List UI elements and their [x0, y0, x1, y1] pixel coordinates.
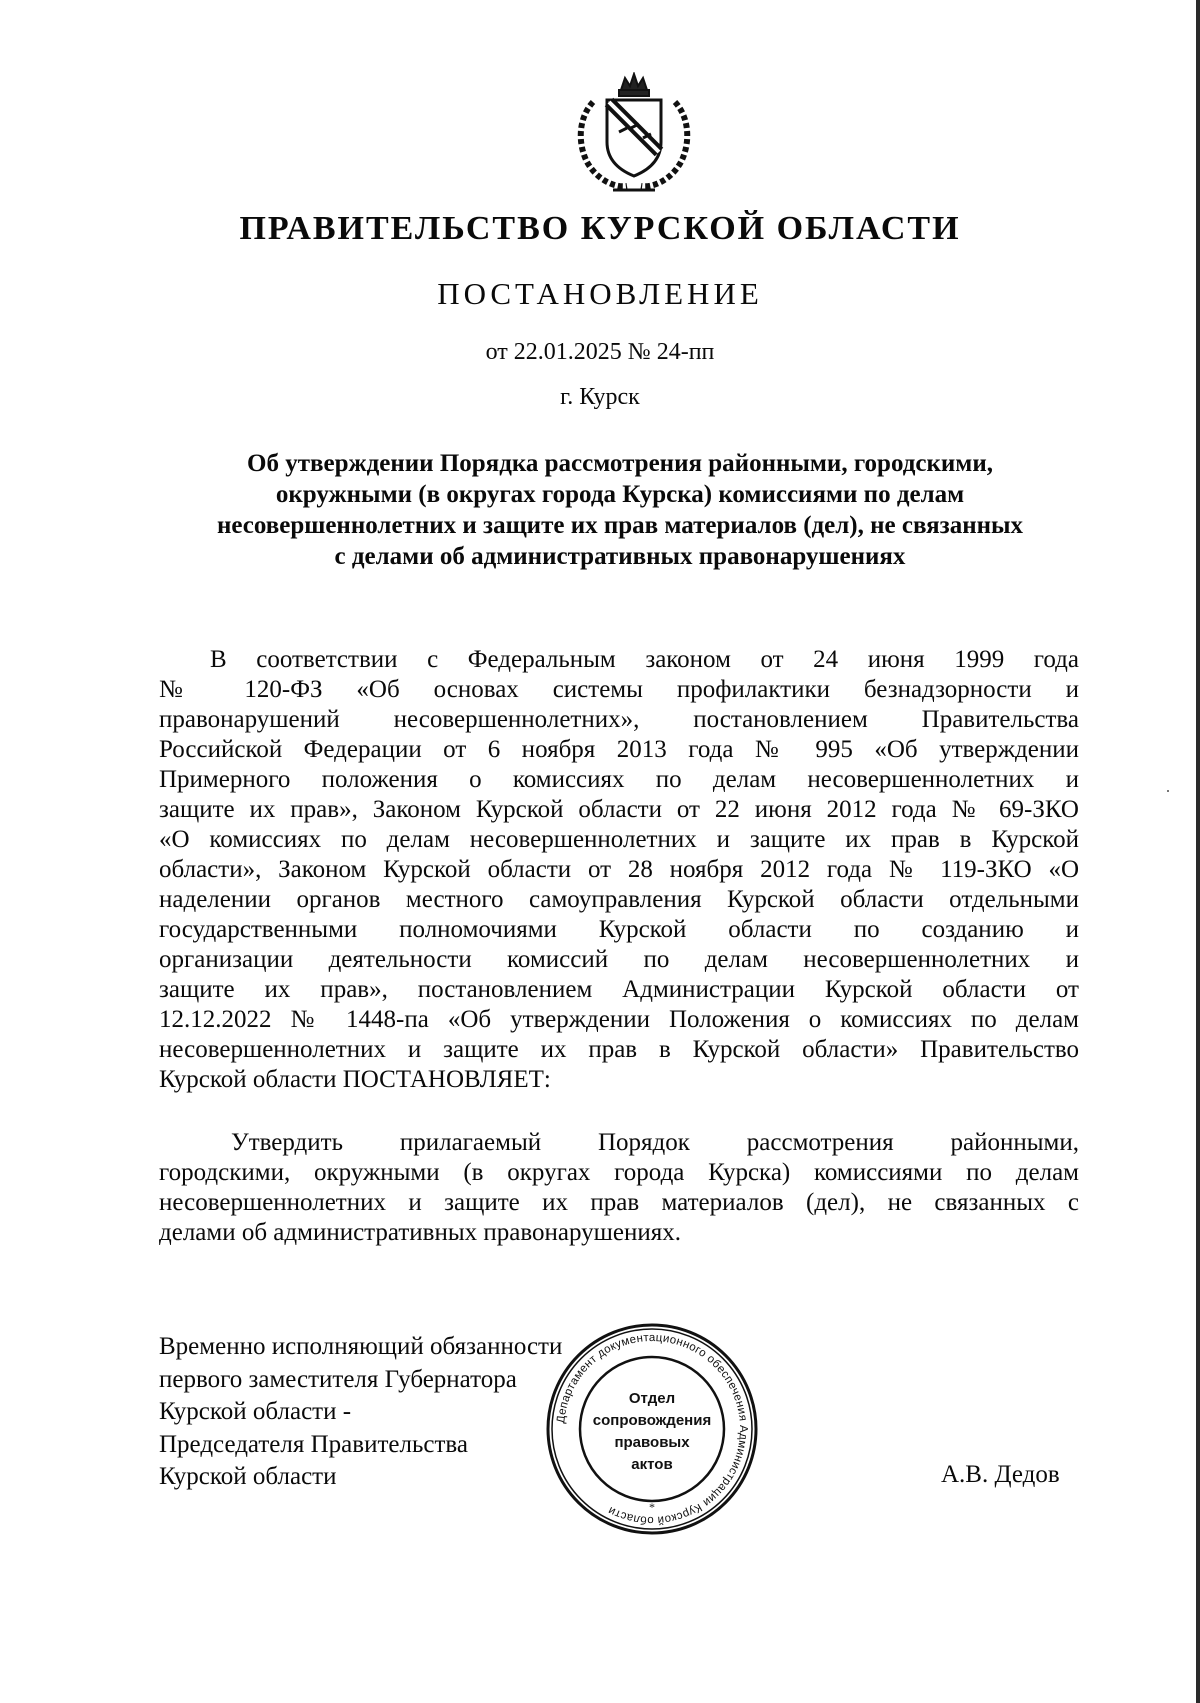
signatory-position-line: Курской области -	[159, 1398, 352, 1425]
title-line: окружными (в округах города Курска) комиссиями по делам	[275, 481, 965, 508]
preamble-paragraph	[159, 645, 1079, 1095]
title-line: с делами об административных правонарушениях	[334, 543, 906, 570]
seal-center-line: Отдел	[628, 1390, 676, 1407]
paragraph-line: организации деятельности комиссий по делам несовершеннолетних и	[159, 946, 1079, 973]
round-seal-icon	[544, 1321, 760, 1537]
document-title	[150, 448, 1090, 572]
paragraph-line: защите их прав», Законом Курской области от 22 июня 2012 года № 69-ЗКО	[159, 796, 1079, 823]
paragraph-line: наделении органов местного самоуправления Курской области отдельными	[159, 886, 1079, 913]
signatory-position-line: Курской области	[159, 1463, 337, 1490]
seal-star-icon: *	[649, 1500, 655, 1514]
paragraph-line: 12.12.2022 № 1448-па «Об утверждении Положения о комиссиях по делам	[159, 1006, 1079, 1033]
title-line: несовершеннолетних и защите их прав материалов (дел), не связанных	[216, 512, 1024, 539]
kursk-coat-of-arms-icon	[569, 72, 699, 194]
paragraph-line: № 120-ФЗ «Об основах системы профилактики безнадзорности и	[159, 676, 1079, 703]
paragraph-line: Российской Федерации от 6 ноября 2013 года № 995 «Об утверждении	[159, 736, 1079, 763]
paragraph-line: несовершеннолетних и защите их прав материалов (дел), не связанных с	[159, 1189, 1079, 1216]
seal-center-line: правовых	[614, 1434, 690, 1451]
title-line: Об утверждении Порядка рассмотрения районными, городскими,	[247, 450, 993, 477]
paragraph-line: государственными полномочиями Курской области по созданию и	[159, 916, 1079, 943]
paragraph-line: несовершеннолетних и защите их прав в Курской области» Правительство	[159, 1036, 1079, 1063]
document-city: г. Курск	[560, 384, 640, 410]
paragraph-line: делами об административных правонарушениях.	[159, 1219, 681, 1246]
signatory-position-line: Председателя Правительства	[159, 1430, 468, 1458]
seal-ring-text: Департамент документационного обеспечения Администрации Курской области	[555, 1331, 750, 1527]
seal-center-line: актов	[631, 1456, 673, 1473]
scan-speck	[1167, 790, 1169, 792]
paragraph-line: Утвердить прилагаемый Порядок рассмотрения районными,	[231, 1129, 1079, 1156]
issuing-authority: ПРАВИТЕЛЬСТВО КУРСКОЙ ОБЛАСТИ	[239, 210, 961, 247]
signatory-position	[159, 1331, 562, 1494]
seal-center-line: сопровождения	[592, 1412, 712, 1429]
signatory-name: А.В. Дедов	[941, 1461, 1060, 1488]
paragraph-line: В соответствии с Федеральным законом от 24 июня 1999 года	[210, 646, 1079, 673]
paragraph-line: городскими, окружными (в округах города Курска) комиссиями по делам	[159, 1159, 1079, 1186]
paragraph-line: «О комиссиях по делам несовершеннолетних и защите их прав в Курской	[159, 826, 1079, 853]
paragraph-line: Курской области ПОСТАНОВЛЯЕТ:	[159, 1066, 551, 1093]
document-date-number: от 22.01.2025 № 24-пп	[485, 339, 715, 365]
document-type: ПОСТАНОВЛЕНИЕ	[437, 276, 763, 311]
paragraph-line: области», Законом Курской области от 28 ноября 2012 года № 119-ЗКО «О	[159, 856, 1079, 883]
paragraph-line: защите их прав», постановлением Администрации Курской области от	[159, 976, 1079, 1003]
paragraph-line: правонарушений несовершеннолетних», постановлением Правительства	[159, 706, 1079, 733]
scan-edge	[1196, 0, 1200, 1703]
signatory-position-line: Временно исполняющий обязанности	[159, 1333, 563, 1360]
signatory-position-line: первого заместителя Губернатора	[159, 1365, 517, 1393]
resolution-paragraph	[159, 1128, 1079, 1248]
svg-text:Департамент документационного	[555, 1332, 749, 1526]
paragraph-line: Примерного положения о комиссиях по делам несовершеннолетних и	[159, 766, 1079, 793]
